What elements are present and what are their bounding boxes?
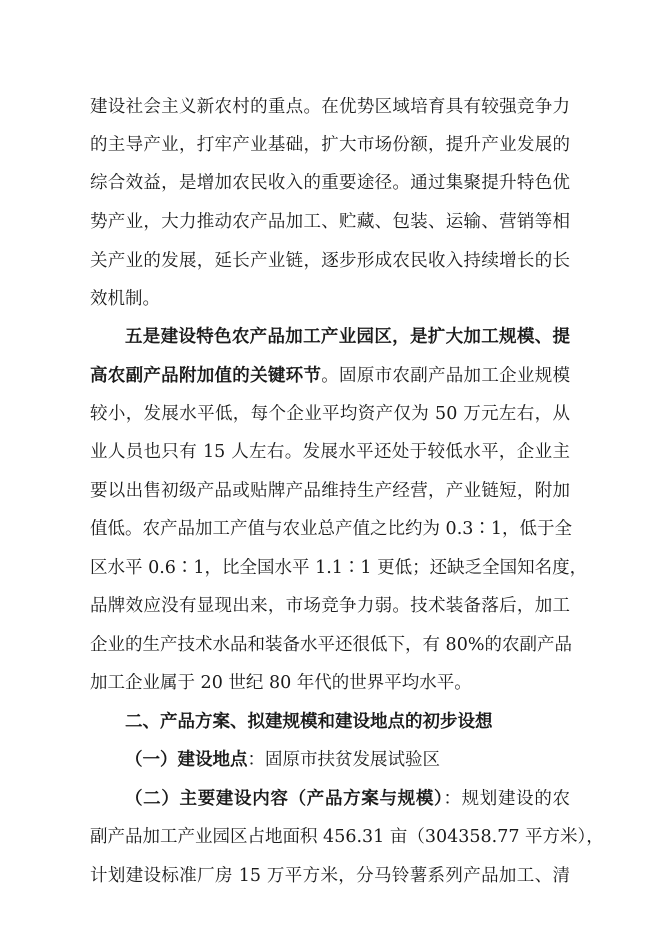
paragraph-line: 品牌效应没有显现出来，市场竞争力弱。技术装备落后，加工 [90,596,570,616]
paragraph-line: 要以出售初级产品或贴牌产品维持生产经营，产业链短，附加 [90,481,570,501]
paragraph-line: 计划建设标准厂房 15 万平方米，分马铃薯系列产品加工、清 [90,866,570,886]
item-label: （二）主要建设内容（产品方案与规模） [125,789,444,809]
paragraph-line: 值低。农产品加工产值与农业总产值之比约为 0.3∶1，低于全 [90,519,573,539]
paragraph-line: 较小，发展水平低，每个企业平均资产仅为 50 万元左右，从 [90,404,570,424]
item-label: （一）建设地点 [125,750,248,770]
item-text: ：规划建设的农 [443,789,570,809]
paragraph-line: 业人员也只有 15 人左右。发展水平还处于较低水平，企业主 [90,442,570,462]
paragraph-line: 企业的生产技术水品和装备水平还很低下，有 80%的农副产品 [90,635,572,655]
section-heading: 二、产品方案、拟建规模和建设地点的初步设想 [125,712,493,732]
paragraph-line: 的主导产业，打牢产业基础，扩大市场份额，提升产业发展的 [90,135,570,155]
paragraph-line: 建设社会主义新农村的重点。在优势区域培育具有较强竞争力 [90,97,570,117]
paragraph-line: 区水平 0.6∶1，比全国水平 1.1∶1 更低；还缺乏全国知名度， [90,558,588,578]
paragraph-line: 关产业的发展，延长产业链，逐步形成农民收入持续增长的长 [90,251,570,271]
bold-lead-continuation: 高农副产品附加值的关键环节 [90,366,322,386]
paragraph-line: 综合效益，是增加农民收入的重要途径。通过集聚提升特色优 [90,173,570,193]
paragraph-bold-lead: 五是建设特色农产品加工产业园区，是扩大加工规模、提 [125,327,570,347]
line-rest: 。固原市农副产品加工企业规模 [321,366,570,386]
paragraph-line: 副产品加工产业园区占地面积 456.31 亩（304358.77 平方米）， [90,827,604,847]
paragraph-line: 加工企业属于 20 世纪 80 年代的世界平均水平。 [90,673,472,693]
item-text: ：固原市扶贫发展试验区 [247,750,440,770]
paragraph-line: 势产业，大力推动农产品加工、贮藏、包装、运输、营销等相 [90,212,570,232]
item-construction-site [125,749,570,771]
paragraph-line: 效机制。 [90,289,160,309]
item-construction-content [125,788,570,810]
paragraph-line [90,365,570,387]
